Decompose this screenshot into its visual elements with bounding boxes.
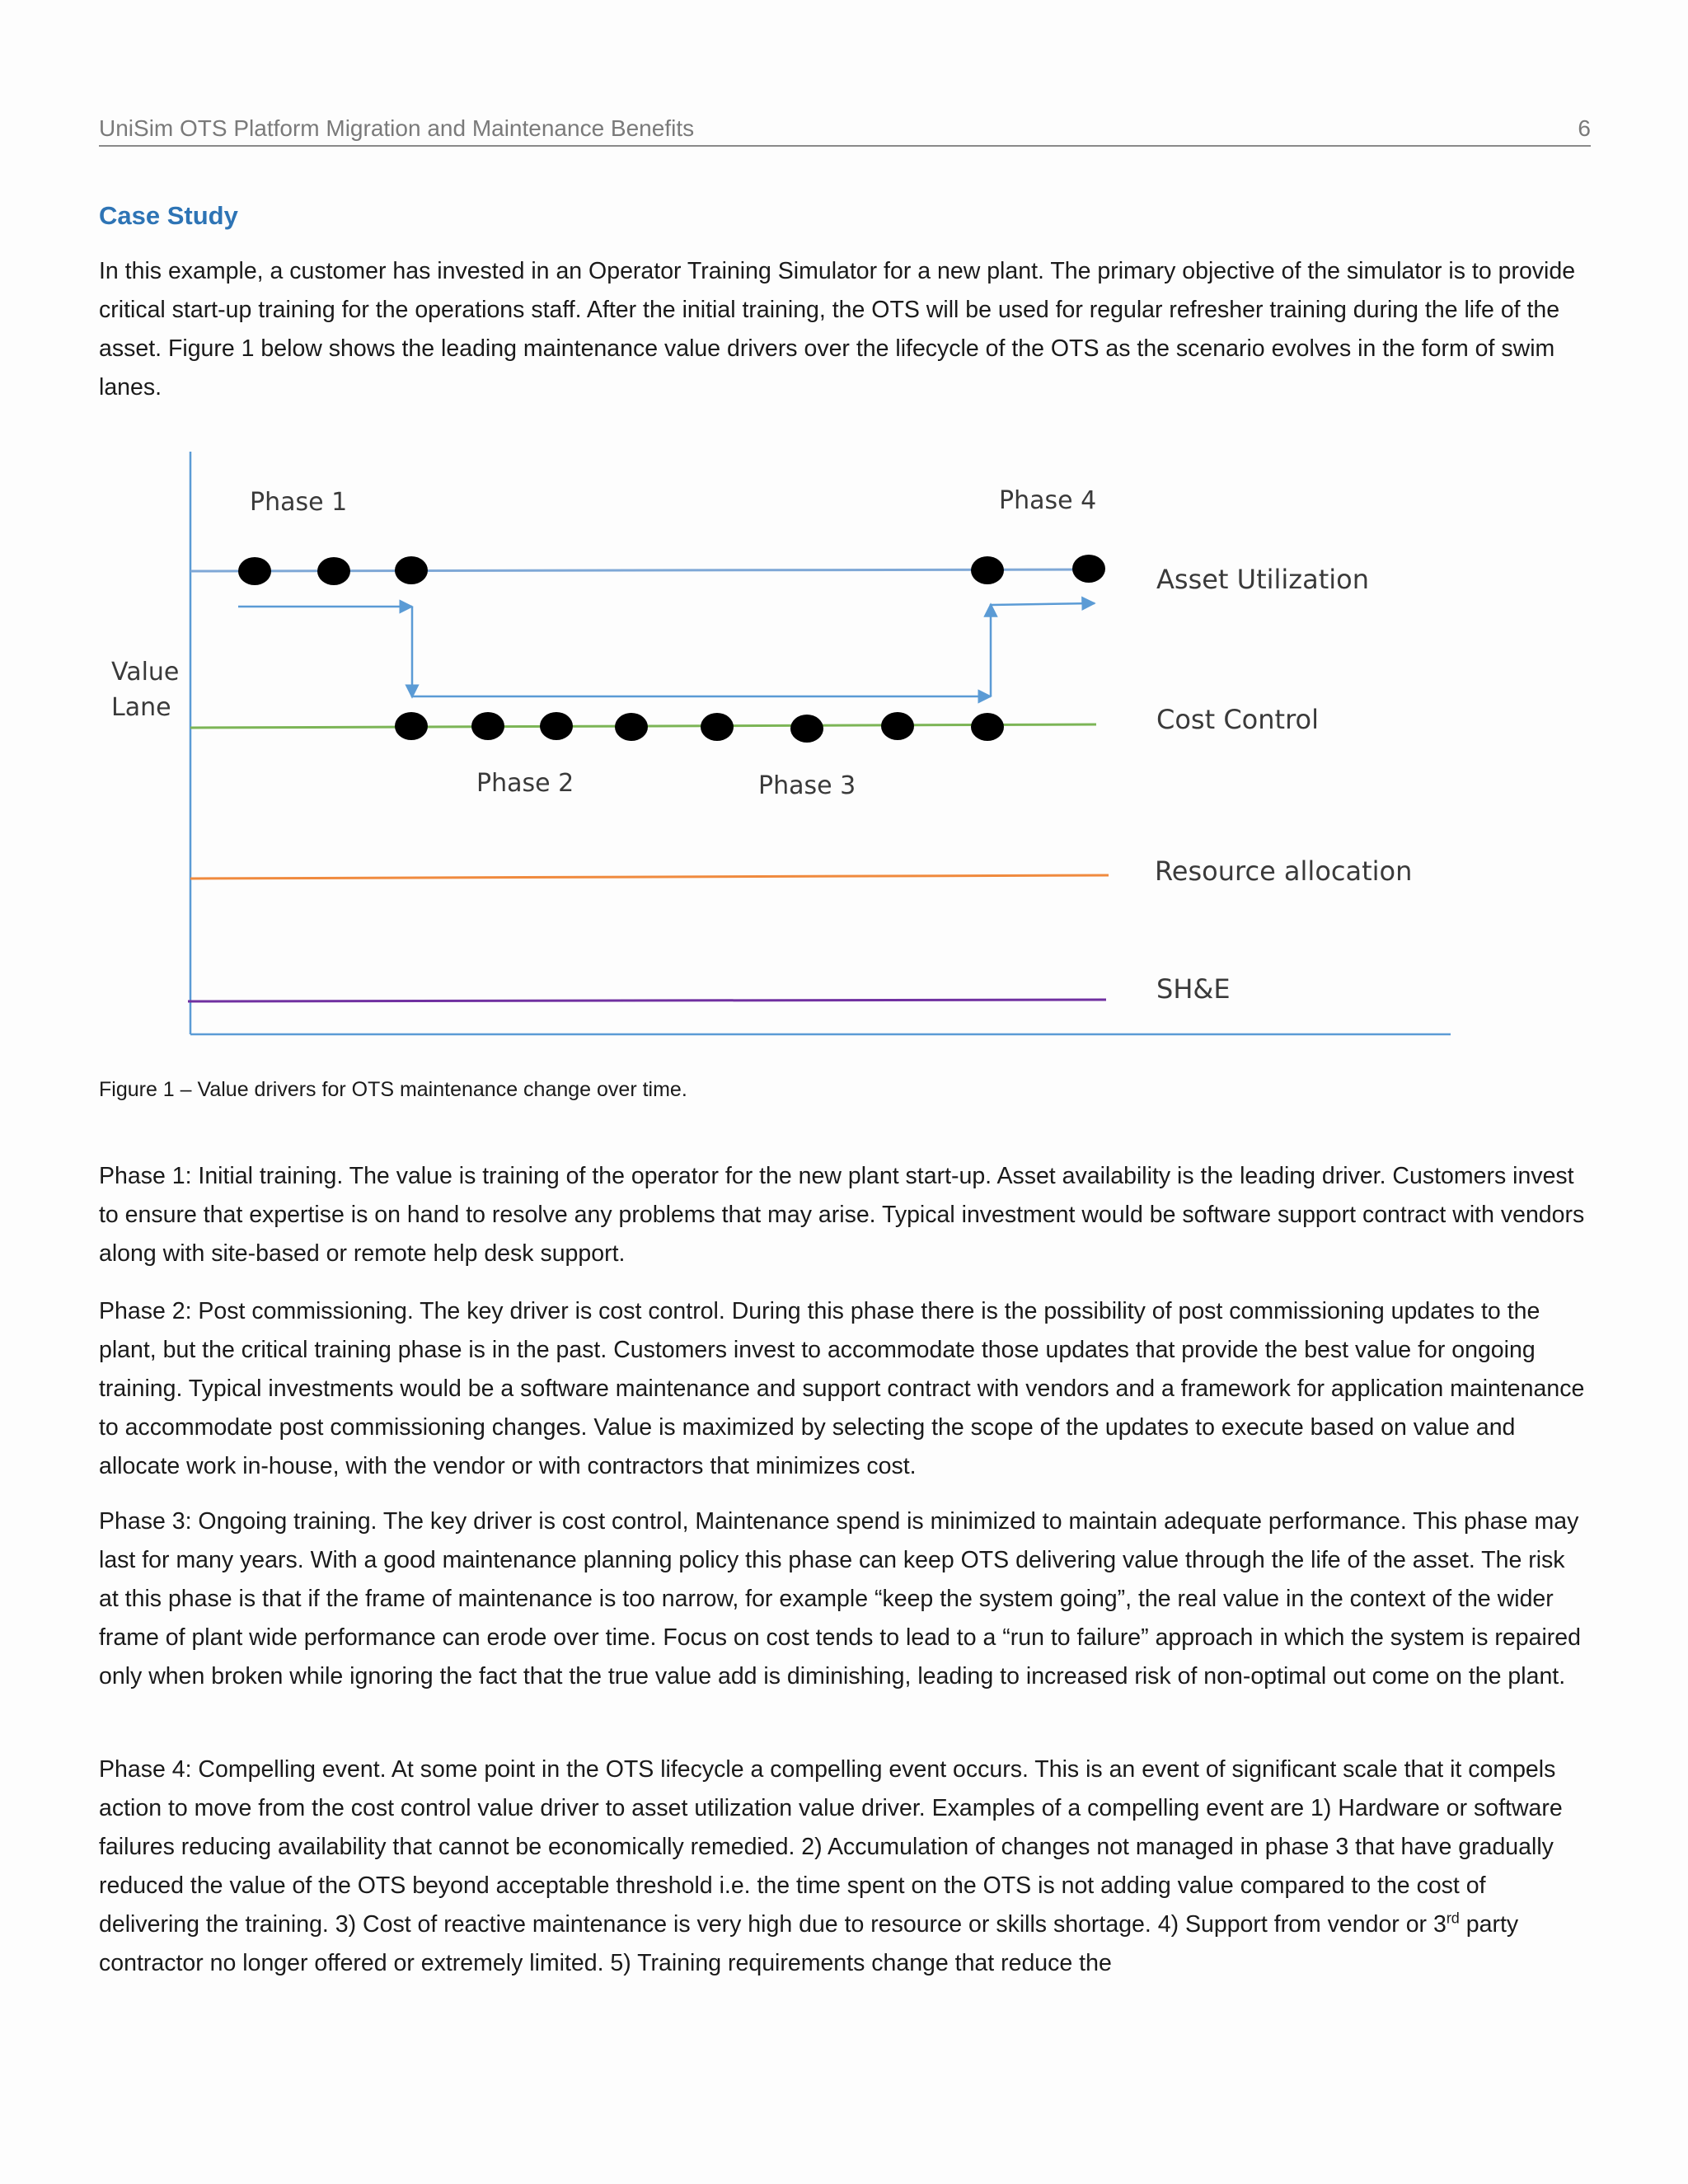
asset-utilization-dot [395,556,428,584]
cost-control-dot [471,712,504,740]
phase-2-paragraph: Phase 2: Post commissioning. The key driver is cost control. During this phase there is the possibility of post commissioning updates to the plant, but the critical training phase is in the past. Customers invest to accommodate those updates that provide the best value for ongoing training. Typical investments would be a software maintenance and support contract with vendors and a framework for application maintenance to accommodate post commissioning changes. Value is maximized by selecting the scope of the updates to execute based on value and allocate work in-house, with the vendor or with contractors that minimizes cost. [99,1298,1585,1479]
cost-control-dot [881,712,914,740]
cost-control-dot [395,712,428,740]
section-heading: Case Study [99,201,238,230]
asset-utilization-dot [317,557,350,585]
cost-control-dot [540,712,573,740]
swim-lane-diagram [99,429,1582,1055]
page-header [99,114,1591,147]
phase-1-paragraph: Phase 1: Initial training. The value is training of the operator for the new plant start-up. Asset availability is the leading driver. Customers invest to ensure that expertise is on hand to resolve any problems that may arise. Typical investment would be software support contract with vendors along with site-based or remote help desk support. [99,1163,1585,1267]
header-title: UniSim OTS Platform Migration and Maintenance Benefits [99,115,695,141]
asset-utilization-dot [238,557,271,585]
transition-arrow-phase4 [991,603,1095,605]
intro-paragraph: In this example, a customer has invested in an Operator Training Simulator for a new plant. The primary objective of the simulator is to provide critical start-up training for the operations staff. After the initial training, the OTS will be used for regular refresher training during the life of the asset. Figure 1 below shows the leading maintenance value drivers over the lifecycle of the OTS as the scenario evolves in the form of swim lanes. [99,258,1576,401]
lane-label-resource-allocation: Resource allocation [1155,855,1413,887]
ordinal-suffix: rd [1446,1910,1460,1927]
value-lane-figure [99,429,1582,1055]
phase-1-label: Phase 1 [250,488,348,517]
figure-caption: Figure 1 – Value drivers for OTS maintenance change over time. [99,1078,687,1101]
lane-label-she: SH&E [1156,973,1231,1005]
lane-line-resource-allocation [190,875,1109,879]
phase-3-label: Phase 3 [758,771,856,800]
cost-control-dot [971,713,1004,741]
cost-control-dot [790,715,823,743]
lane-line-she [188,1000,1106,1001]
phase-2-label: Phase 2 [476,769,574,798]
y-axis-label-line2: Lane [111,693,171,722]
phase-4-paragraph [99,1750,1591,1983]
asset-utilization-dot [1072,555,1105,583]
asset-utilization-dot [971,556,1004,584]
phase-4-text-start: Phase 4: Compelling event. At some point in the OTS lifecycle a compelling event occurs. This is an event of significant scale that it compels action to move from the cost control value driver to asset utilization value driver. Examples of a compelling event are 1) Hardware or software failures reducing availability that cannot be economically remedied. 2) Accumulation of changes not managed in phase 3 that have gradually reduced the value of the OTS beyond acceptable threshold i.e. the time spent on the OTS is not adding value compared to the cost of delivering the training. 3) Cost of reactive maintenance is very high due to resource or skills shortage. 4) Support from vendor or 3 [99,1756,1563,1938]
cost-control-dot [615,713,648,741]
phase-3-paragraph: Phase 3: Ongoing training. The key driver is cost control, Maintenance spend is minimized to maintain adequate performance. This phase may last for many years. With a good maintenance planning policy this phase can keep OTS delivering value through the life of the asset. The risk at this phase is that if the frame of maintenance is too narrow, for example “keep the system going”, the real value in the context of the wider frame of plant wide performance can erode over time. Focus on cost tends to lead to a “run to failure” approach in which the system is repaired only when broken while ignoring the fact that the true value add is diminishing, leading to increased risk of non-optimal out come on the plant. [99,1508,1581,1690]
cost-control-dot [701,713,734,741]
y-axis-label-line1: Value [111,658,180,687]
page-number: 6 [1578,115,1591,141]
phase-4-text-end: party contractor no longer offered or extremely limited. 5) Training requirements change that reduce the [99,1911,1519,1976]
phase-4-label: Phase 4 [999,486,1097,515]
lane-label-cost-control: Cost Control [1156,704,1319,735]
lane-label-asset-utilization: Asset Utilization [1156,564,1369,595]
